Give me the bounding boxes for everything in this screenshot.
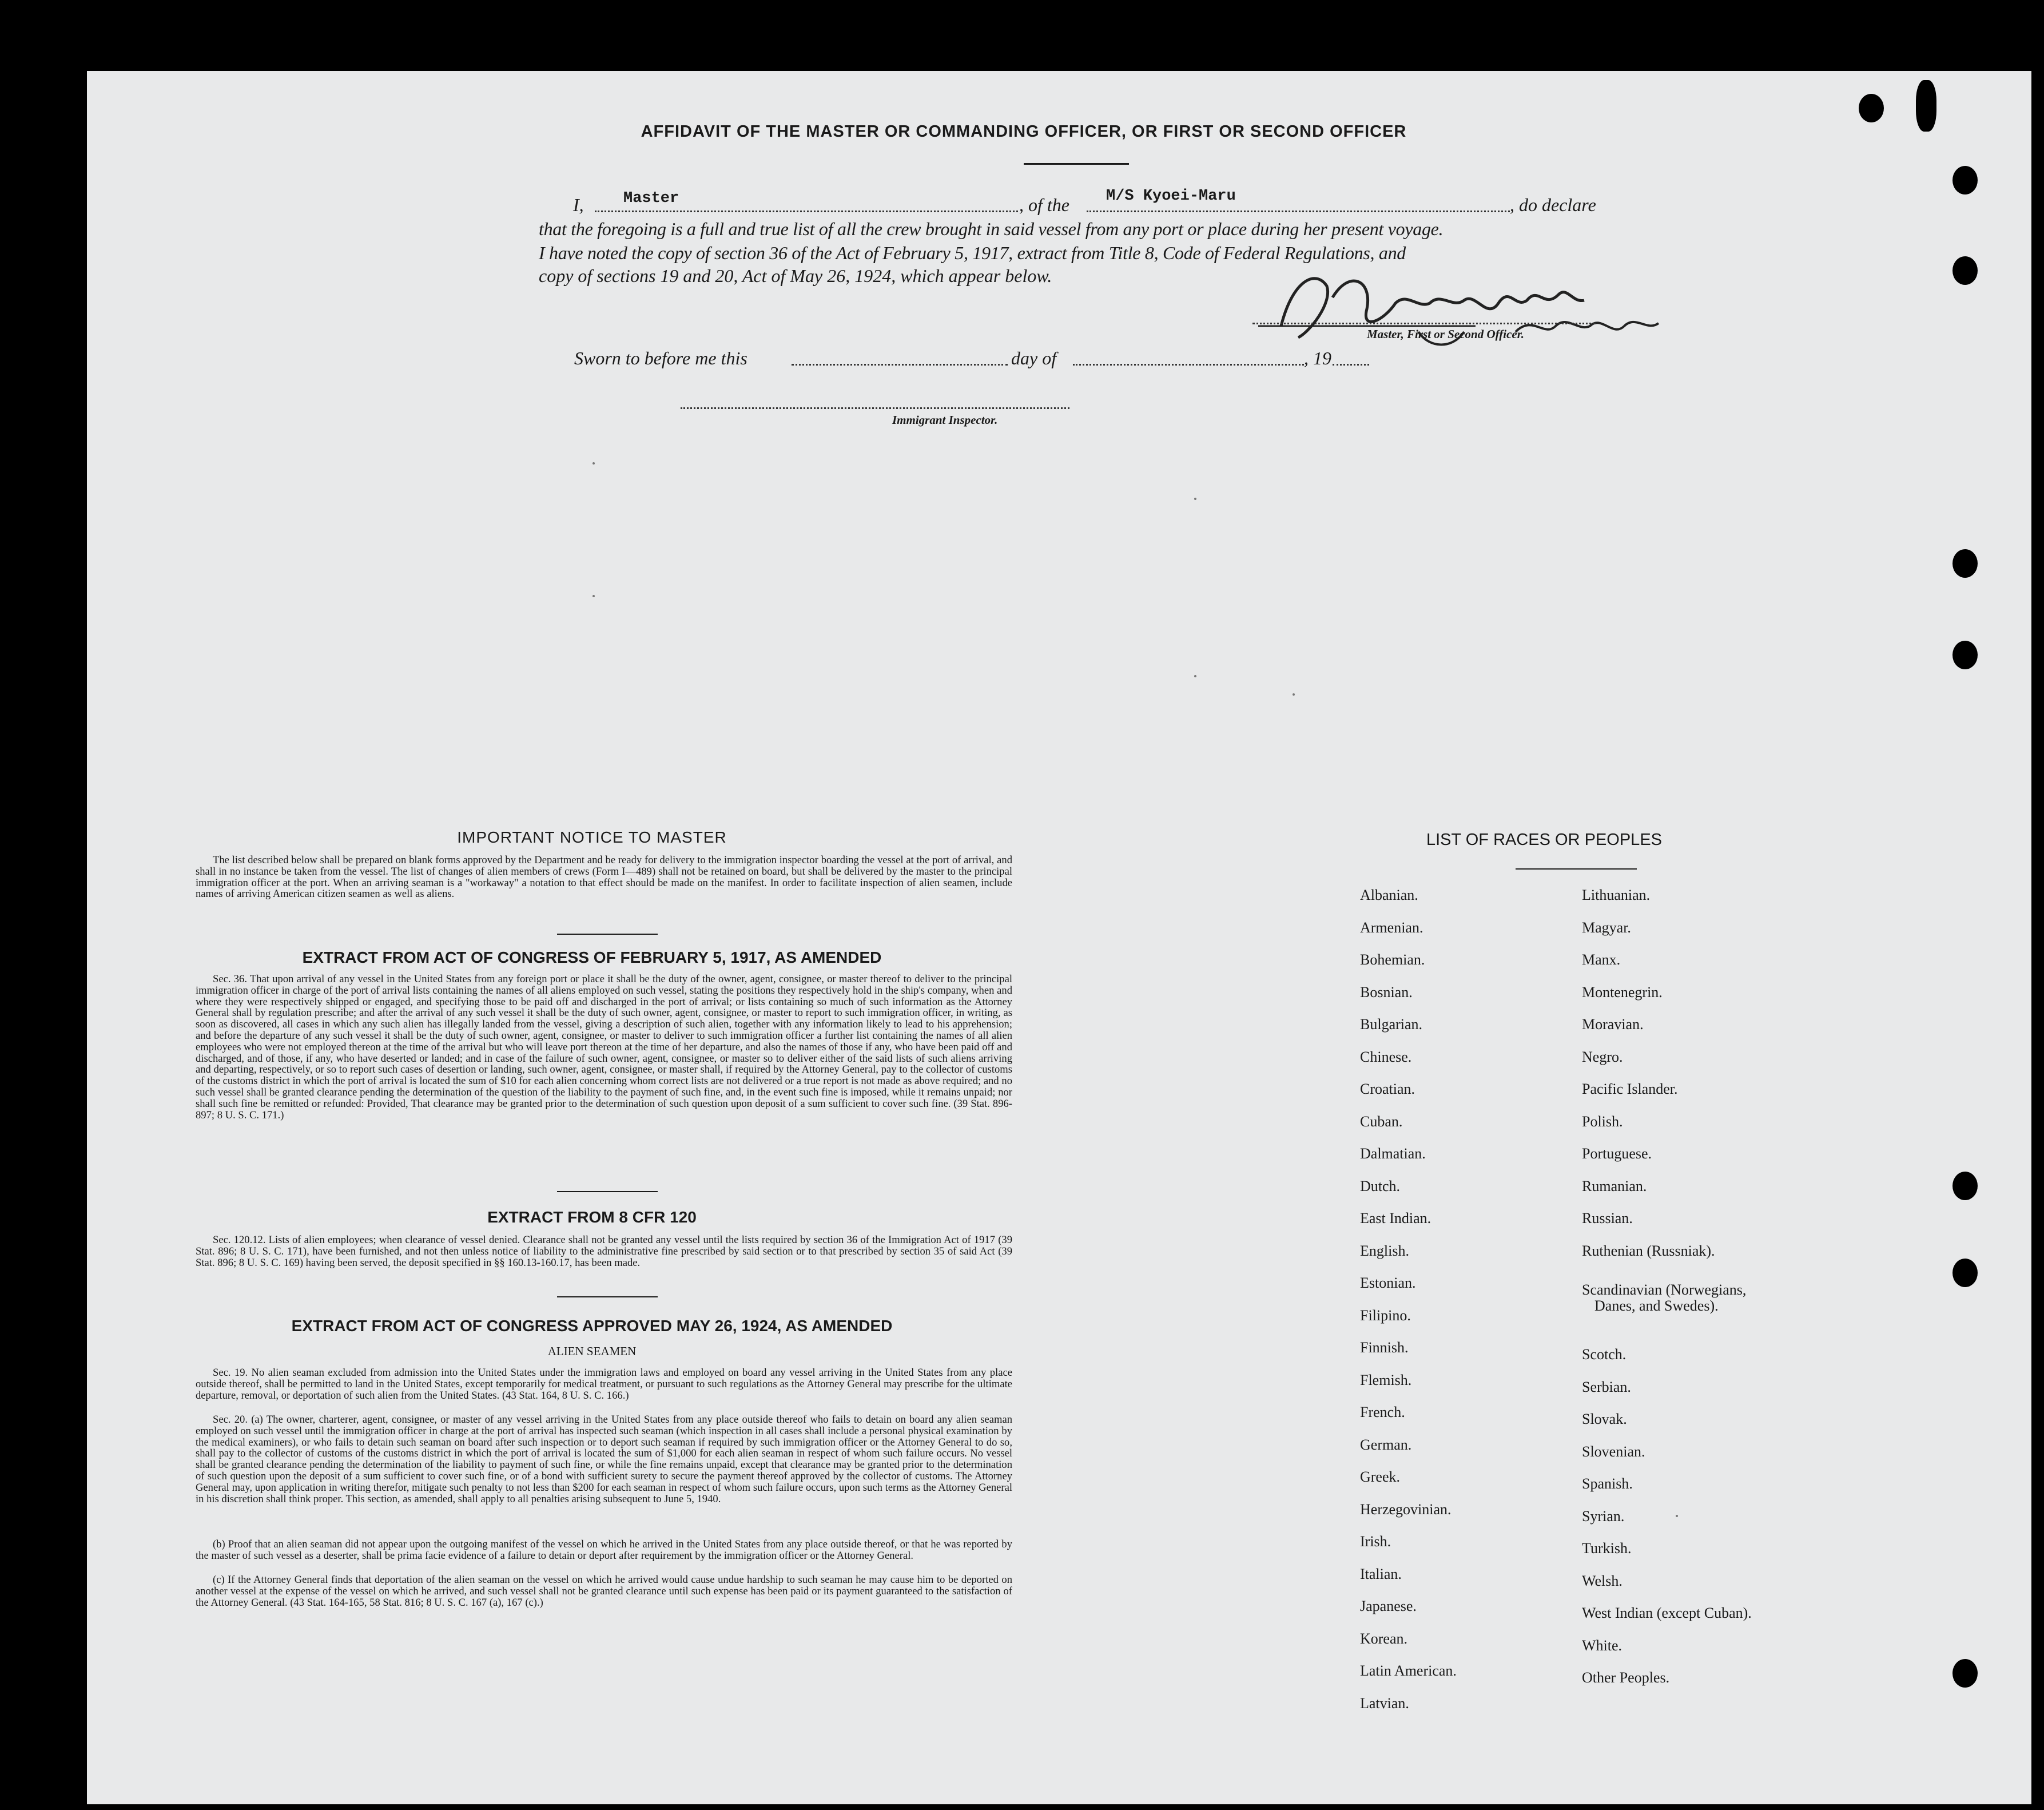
sworn-month-line [1073, 364, 1304, 366]
extract-cfr-title: EXTRACT FROM 8 CFR 120 [487, 1208, 697, 1226]
sworn-year-line [1333, 364, 1369, 366]
race-item-scandinavian [1582, 1281, 1752, 1346]
punch-hole [1952, 1259, 1978, 1287]
divider [557, 1191, 658, 1192]
divider [557, 1296, 658, 1297]
race-item: Moravian. [1582, 1016, 1644, 1033]
declaration-line-4: copy of sections 19 and 20, Act of May 26, 1924, which appear below. [539, 265, 1052, 286]
year-label: , 19 [1304, 348, 1331, 368]
do-declare-label: , do declare [1510, 195, 1596, 215]
of-the-label: , of the [1019, 195, 1069, 215]
races-right-column [1582, 887, 1752, 1702]
race-item: Syrian. [1582, 1507, 1625, 1525]
race-item: Negro. [1582, 1048, 1623, 1065]
race-item: Montenegrin. [1582, 983, 1663, 1001]
signature-line [1252, 323, 1596, 324]
notice-title: IMPORTANT NOTICE TO MASTER [457, 828, 727, 846]
race-item: Chinese. [1360, 1048, 1412, 1065]
punch-hole [1952, 641, 1978, 669]
extract-1924-title: EXTRACT FROM ACT OF CONGRESS APPROVED MAY 26, 1924, AS AMENDED [291, 1317, 893, 1335]
race-item: West Indian (except Cuban). [1582, 1605, 1752, 1621]
sworn-label: Sworn to before me this [574, 348, 747, 368]
race-item: Welsh. [1582, 1572, 1623, 1589]
race-item: Slovak. [1582, 1411, 1627, 1427]
race-item: Armenian. [1360, 919, 1423, 936]
punch-hole [1952, 1659, 1978, 1688]
inspector-caption: Immigrant Inspector. [892, 413, 998, 427]
race-item: Latvian. [1360, 1694, 1409, 1712]
notice-body: The list described below shall be prepared on blank forms approved by the Department and be ready for delivery to the immigration inspector boarding the vessel at the port of arrival, and shall in no instance be taken from the vessel. The list of changes of alien members of crews (Form I—489) shall not be retained on board, but shall be delivered by the master to the principal immigration officer at the port. When an arriving seaman is a "workaway" a notation to that effect should be made on the manifest. In order to facilitate inspection of alien seamen, include names of arriving American citizen seamen as well as aliens. [196, 854, 1012, 900]
sec20c-body: (c) If the Attorney General finds that deportation of the alien seaman on the vessel on which he arrived would cause undue hardship to such seaman he may cause him to be deported on another vessel at the expense of the vessel on which he arrived, and such vessel shall not be granted clearance until such expense has been paid or its payment guaranteed to the satisfaction of the Attorney General. (43 Stat. 164-165, 58 Stat. 816; 8 U. S. C. 167 (a), 167 (c).) [196, 1574, 1012, 1609]
race-item: Pacific Islander. [1582, 1081, 1678, 1097]
race-item: Japanese. [1360, 1598, 1417, 1614]
race-item: Slovenian. [1582, 1443, 1645, 1460]
race-item: Flemish. [1360, 1371, 1412, 1388]
race-item: Turkish. [1582, 1540, 1632, 1557]
race-item: Croatian. [1360, 1081, 1415, 1097]
alien-seamen-subtitle: ALIEN SEAMEN [547, 1344, 637, 1358]
speck [1194, 675, 1196, 677]
race-item: Russian. [1582, 1210, 1633, 1226]
race-item: Dutch. [1360, 1177, 1401, 1194]
race-item: Dalmatian. [1360, 1145, 1426, 1162]
speck [592, 462, 595, 465]
inspector-line [681, 407, 1069, 409]
affidavit-title: AFFIDAVIT OF THE MASTER OR COMMANDING OFFICER, OR FIRST OR SECOND OFFICER [641, 122, 1407, 141]
i-prefix: I, [573, 195, 584, 215]
extract-1917-body: Sec. 36. That upon arrival of any vessel in the United States from any foreign port or place it shall be the duty of the owner, agent, consignee, or master thereof to deliver to the principal immigration officer in charge of the port of arrival lists containing the names of all aliens employed on such vessel, stating the positions they respectively hold in the ship's company, when and where they were respectively shipped or engaged, and specifying those to be paid off and discharged in the port of arrival; or lists containing so much of such information as the Attorney General shall by regulation prescribe; and after the arrival of any such vessel it shall be the duty of such owner, agent, consignee, or master to report to such immigration officer, in writing, as soon as discovered, all cases in which any such alien has illegally landed from the vessel, giving a description of such alien, together with any information likely to lead to his apprehension; and before the departure of any such vessel it shall be the duty of such owner, agent, consignee, or master to deliver to such immigration officer a further list containing the names of all alien employees who were not employed thereon at the time of the arrival but who will leave port thereon at the time of her departure, and also the names of those if any, who have been paid off and discharged, and of those, if any, who have deserted or landed; and in case of the failure of such owner, agent, consignee, or master so to deliver either of the said lists of such aliens arriving and departing, respectively, or so to report such cases of desertion or landing, such owner, agent, consignee, or master shall, if required by the Attorney General, pay to the collector of customs of the customs district in which the port of arrival is located the sum of $10 for each alien concerning whom correct lists are not delivered or a true report is not made as above required; and no such vessel shall be granted clearance pending the determination of the question of the liability to the payment of such fine, and, in the event such fine is imposed, while it remains unpaid; nor shall such fine be remitted or refunded: Provided, That clearance may be granted prior to the determination of such question upon deposit of a sum sufficient to cover such fine. (39 Stat. 896-897; 8 U. S. C. 171.) [196, 973, 1012, 1121]
sec20b-body: (b) Proof that an alien seaman did not appear upon the outgoing manifest of the vessel on which he arrived in the United States from any place outside thereof, or that he was reported by the master of such vessel as a deserter, shall be prima facie evidence of a failure to detain or deport after requirement by the immigration officer or the Attorney General. [196, 1538, 1012, 1562]
race-item: Bulgarian. [1360, 1016, 1423, 1033]
race-item: Portuguese. [1582, 1145, 1652, 1162]
race-item: Korean. [1360, 1630, 1408, 1647]
race-item: Spanish. [1582, 1475, 1633, 1492]
race-item: Albanian. [1360, 887, 1418, 903]
race-item: Rumanian. [1582, 1177, 1647, 1194]
divider [1516, 868, 1637, 870]
race-item: Polish. [1582, 1113, 1623, 1130]
race-item: Scotch. [1582, 1346, 1627, 1363]
race-item: Irish. [1360, 1533, 1391, 1550]
race-item: Other Peoples. [1582, 1669, 1670, 1686]
race-item: Estonian. [1360, 1275, 1416, 1291]
extract-1917-title: EXTRACT FROM ACT OF CONGRESS OF FEBRUARY 5, 1917, AS AMENDED [302, 948, 882, 966]
speck [592, 595, 595, 597]
sworn-day-line [792, 364, 1008, 366]
race-item: Magyar. [1582, 919, 1631, 936]
race-item: Filipino. [1360, 1307, 1411, 1324]
name-field: Master [623, 190, 679, 207]
sec20a-body: Sec. 20. (a) The owner, charterer, agent, consignee, or master of any vessel arriving in the United States from any place outside thereof who fails to detain on board any alien seaman employed on such vessel until the immigration officer in charge at the port of arrival has inspected such seaman (which inspection in all cases shall include a personal physical examination by the medical examiners), or who fails to detain such seaman on board after such inspection or to deport such seaman if required by such immigration officer or the Attorney General to do so, shall pay to the collector of customs of the customs district in which the port of arrival is located the sum of $1,000 for each alien seaman in respect of whom such failure occurs. No vessel shall be granted clearance pending the determination of the liability to payment of such fine, or while the fine remains unpaid, except that clearance may be granted prior to the determination of such question upon the deposit of a sum sufficient to cover such fine, or of a bond with sufficient surety to secure the payment thereof approved by the collector of customs. The Attorney General may, upon application in writing therefor, mitigate such penalty to not less than $200 for each seaman in respect of whom such failure occurs, upon such terms as the Attorney General in his discretion shall think proper. This section, as amended, shall apply to all penalties arising subsequent to June 5, 1940. [196, 1414, 1012, 1505]
race-item: Ruthenian (Russniak). [1582, 1242, 1715, 1259]
race-item: White. [1582, 1637, 1623, 1654]
title-rule [1024, 163, 1129, 165]
punch-hole [1952, 166, 1978, 195]
race-item: Latin American. [1360, 1662, 1457, 1679]
punch-hole [1952, 549, 1978, 578]
race-item: East Indian. [1360, 1210, 1431, 1226]
vessel-field-line [1087, 211, 1510, 212]
race-item: Serbian. [1582, 1378, 1631, 1395]
divider [557, 934, 658, 935]
race-item: Herzegovinian. [1360, 1501, 1452, 1518]
speck [1194, 498, 1196, 500]
races-title: LIST OF RACES OR PEOPLES [1426, 831, 1663, 849]
punch-hole [1859, 94, 1884, 122]
sec19-body: Sec. 19. No alien seaman excluded from admission into the United States under the immigration laws and employed on board any vessel arriving in the United States from any place outside thereof, shall be permitted to land in the United States, except temporarily for medical treatment, or pursuant to such regulations as the Attorney General may prescribe for the ultimate departure, removal, or deportation of such alien from the United States. (43 Stat. 164, 8 U. S. C. 166.) [196, 1367, 1012, 1402]
signature-caption: Master, First or Second Officer. [1367, 327, 1524, 341]
race-item-line: Scandinavian (Norwegians, [1582, 1281, 1747, 1298]
race-item: Bohemian. [1360, 951, 1425, 968]
vessel-field: M/S Kyoei-Maru [1106, 188, 1236, 205]
race-item: Cuban. [1360, 1113, 1403, 1130]
day-of-label: day of [1011, 348, 1057, 368]
race-item: Greek. [1360, 1468, 1401, 1485]
race-item: German. [1360, 1436, 1412, 1453]
race-item: Bosnian. [1360, 983, 1413, 1001]
race-item: Lithuanian. [1582, 887, 1651, 903]
race-item: Italian. [1360, 1565, 1402, 1582]
handwritten-signature [1247, 246, 1716, 360]
race-item: French. [1360, 1404, 1405, 1420]
punch-hole [1916, 80, 1936, 132]
race-item-line: Danes, and Swedes). [1594, 1297, 1719, 1314]
races-left-column [1360, 887, 1457, 1727]
declaration-line-3: I have noted the copy of section 36 of the Act of February 5, 1917, extract from Title 8, Code of Federal Regulations, and [539, 243, 1406, 263]
speck [1293, 693, 1295, 696]
name-field-line [595, 211, 1018, 212]
extract-cfr-body: Sec. 120.12. Lists of alien employees; when clearance of vessel denied. Clearance shall not be granted any vessel until the lists required by section 36 of the Immigration Act of 1917 (39 Stat. 896; 8 U. S. C. 171), have been furnished, and not then unless notice of liability to the administrative fine prescribed by said section or to that prescribed by section 35 of said Act (39 Stat. 896; 8 U. S. C. 169) having been served, the deposit specified in §§ 160.13-160.17, has been made. [196, 1234, 1012, 1269]
race-item: Manx. [1582, 951, 1621, 968]
punch-hole [1952, 256, 1978, 285]
race-item: English. [1360, 1242, 1409, 1259]
race-item: Finnish. [1360, 1339, 1409, 1356]
punch-hole [1952, 1172, 1978, 1200]
declaration-line-2: that the foregoing is a full and true list of all the crew brought in said vessel from any port or place during her present voyage. [539, 219, 1443, 239]
